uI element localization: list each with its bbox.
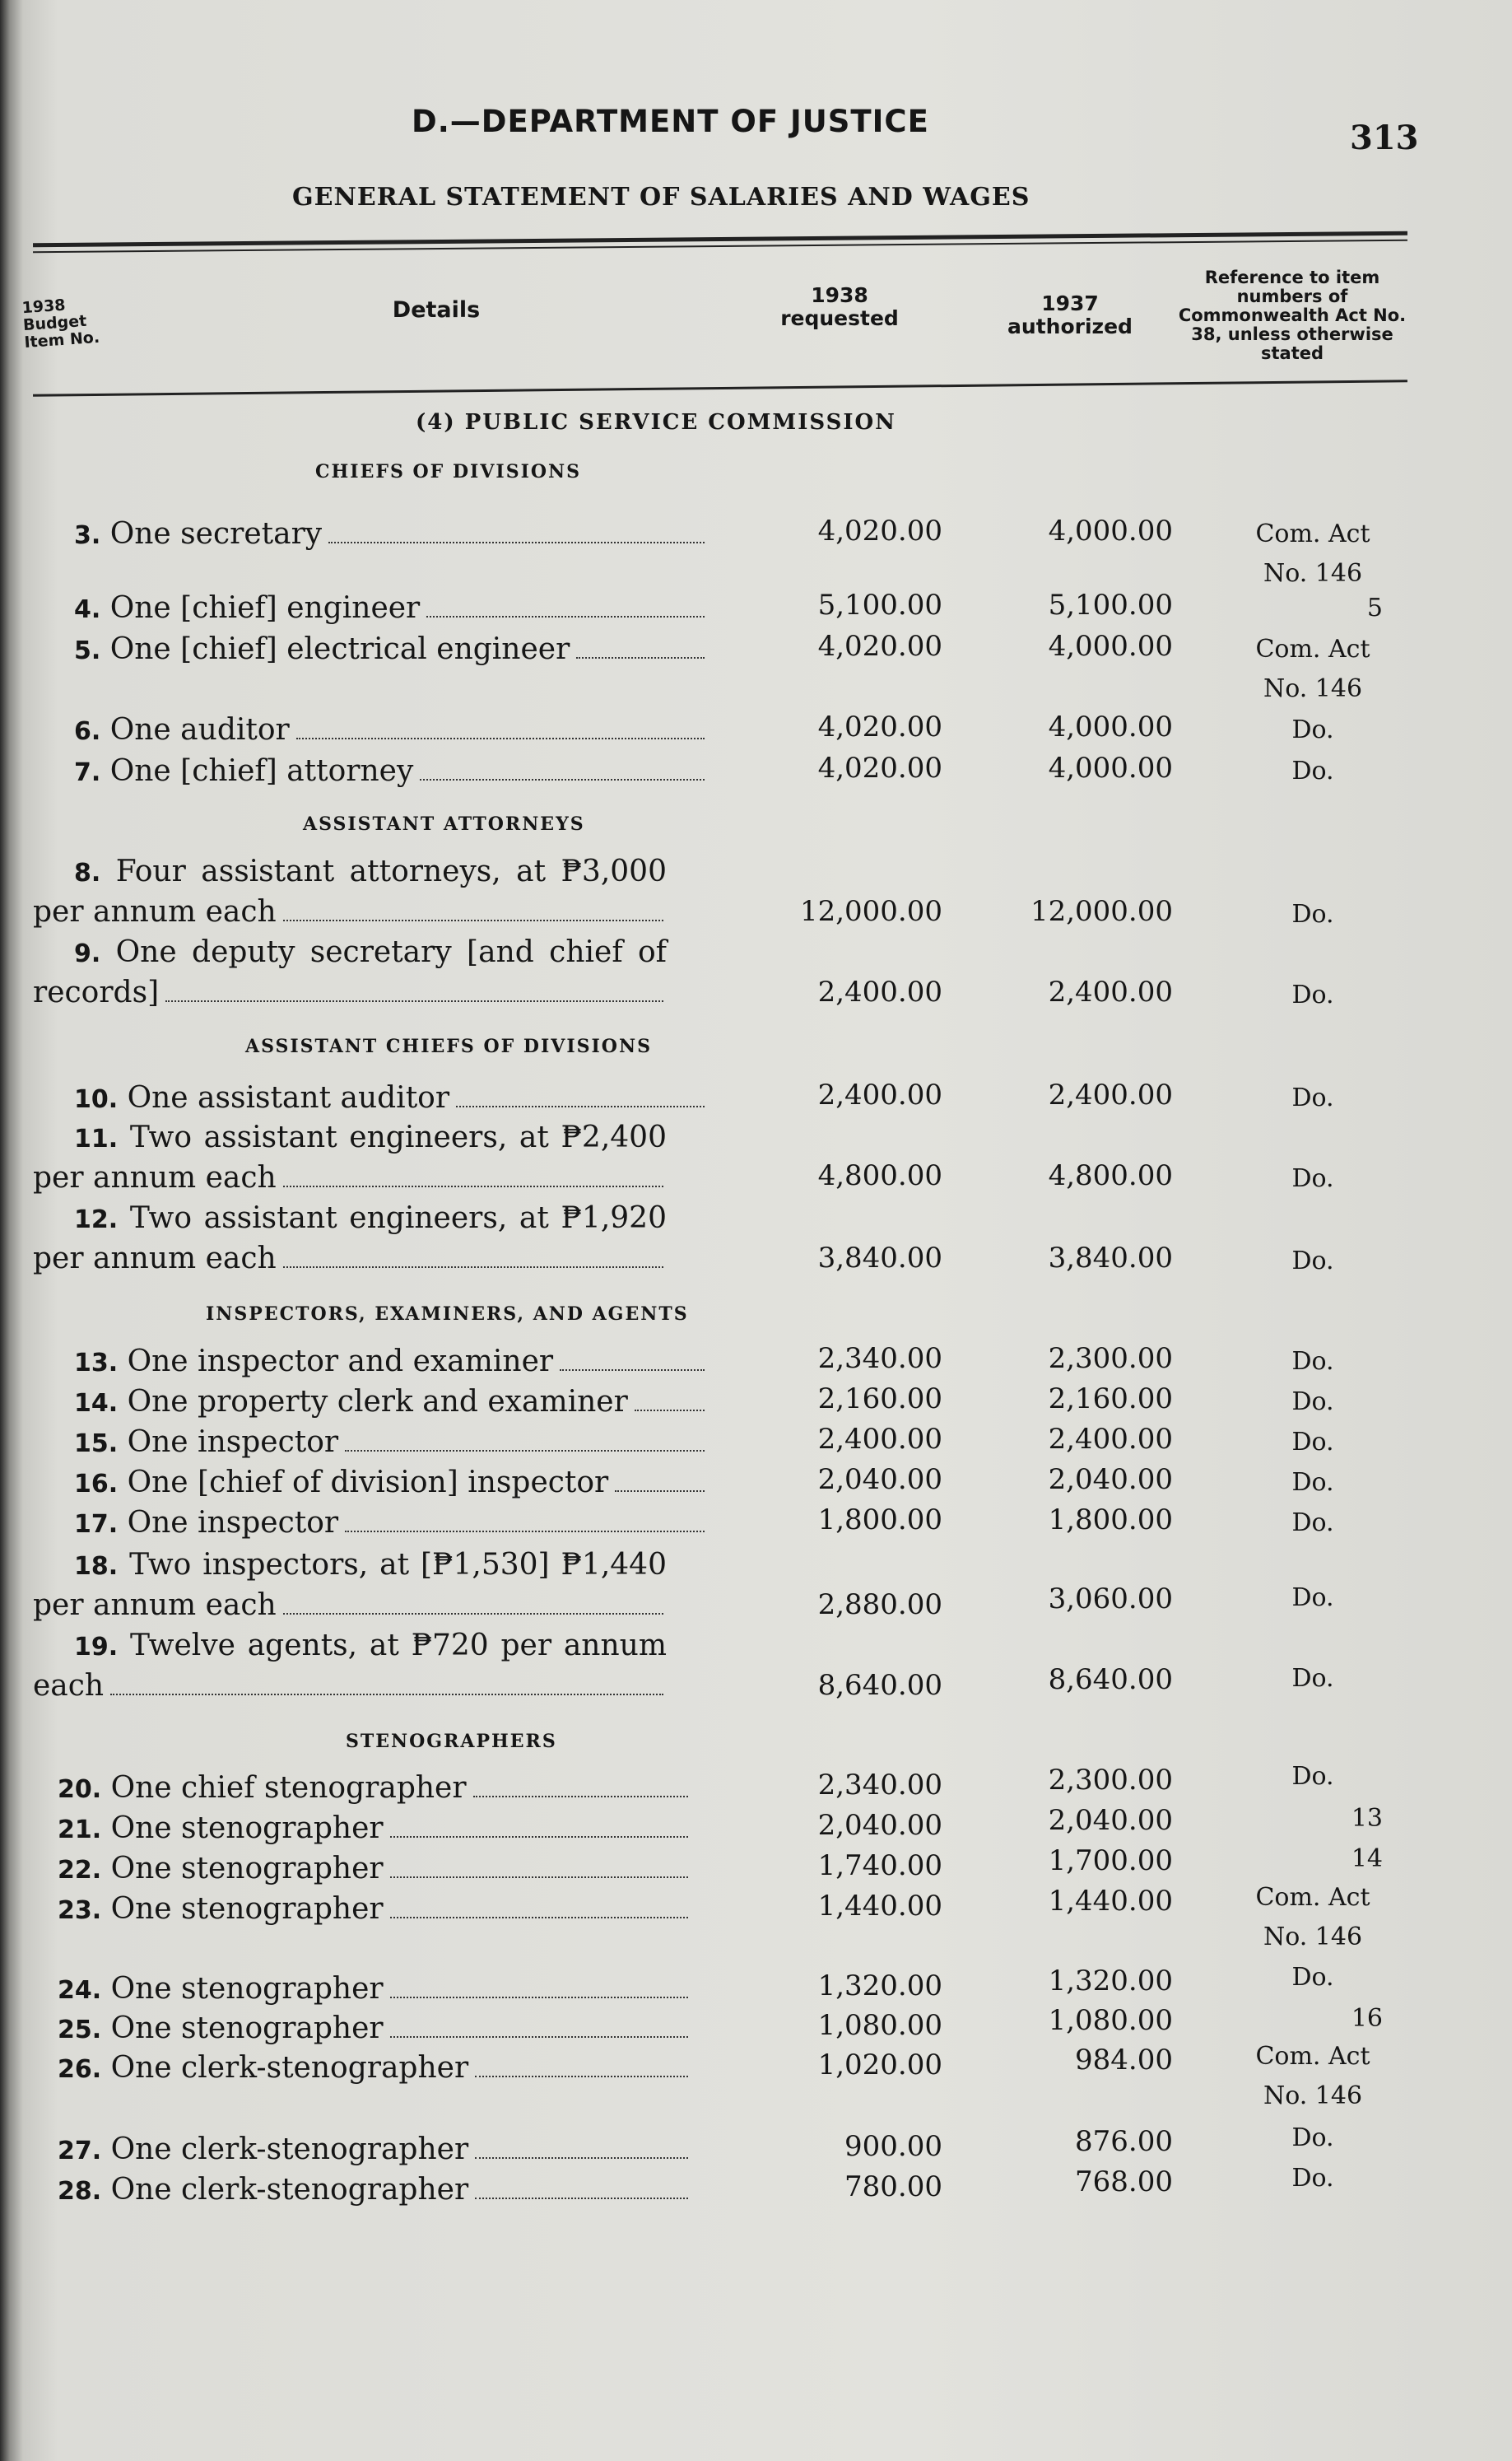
table-row: 15. One inspector 2,400.00 2,400.00 Do. [0,1423,1512,1464]
group-title-assistant-chiefs: ASSISTANT CHIEFS OF DIVISIONS [245,1036,652,1057]
table-row: 24. One stenographer 1,320.00 1,320.00 Do. [0,1969,1512,2011]
table-row: 17. One inspector 1,800.00 1,800.00 Do. [0,1503,1512,1545]
column-header-details: Details [392,297,481,323]
row-details-continued: per annum each [33,1241,277,1275]
row-reference: Com. Act No. 146 [1255,2042,1370,2110]
row-authorized: 2,400.00 [1048,1079,1173,1112]
row-authorized: 876.00 [1075,2125,1173,2158]
row-requested: 2,040.00 [817,1809,942,1842]
row-details: One stenographer [110,1811,384,1845]
row-requested: 2,340.00 [817,1342,942,1375]
row-reference: Do. [1291,1762,1334,1791]
row-reference: Do. [1291,2123,1334,2152]
row-reference: Do. [1291,757,1334,785]
row-details: One clerk-stenographer [110,2173,469,2207]
table-row: 8. Four assistant attorneys, at ₱3,000 per annum each 12,000.00 12,000.00 Do. [0,852,1512,893]
table-row: 21. One stenographer 2,040.00 2,040.00 13 [0,1809,1512,1850]
table-row: 4. One [chief] engineer 5,100.00 5,100.00 5 [0,589,1512,630]
row-authorized: 768.00 [1075,2165,1173,2198]
row-requested: 2,160.00 [817,1382,942,1415]
row-authorized: 4,800.00 [1048,1159,1173,1192]
table-row: 28. One clerk-stenographer 780.00 768.00 Do. [0,2170,1512,2212]
row-authorized: 2,040.00 [1048,1804,1173,1837]
section-title: (4) PUBLIC SERVICE COMMISSION [416,410,896,435]
row-authorized: 1,700.00 [1048,1844,1173,1877]
row-details-continued: records] [33,975,160,1009]
table-row: 20. One chief stenographer 2,340.00 2,300.00 Do. [0,1769,1512,1810]
row-requested: 2,880.00 [817,1588,942,1621]
row-requested: 900.00 [844,2130,942,2163]
table-row: 6. One auditor 4,020.00 4,000.00 Do. [0,711,1512,752]
row-authorized: 4,000.00 [1048,630,1173,663]
row-details: One clerk-stenographer [110,2132,469,2166]
group-title-chiefs: CHIEFS OF DIVISIONS [315,461,582,482]
row-details: Two inspectors, at [₱1,530] ₱1,440 [129,1548,667,1582]
row-details: One chief stenographer [110,1771,467,1805]
table-row: 11. Two assistant engineers, at ₱2,400 per annum each 4,800.00 4,800.00 Do. [0,1118,1512,1159]
row-details: One inspector [127,1506,339,1540]
row-authorized: 3,060.00 [1048,1582,1173,1615]
row-authorized: 2,300.00 [1048,1342,1173,1375]
row-authorized: 5,100.00 [1048,589,1173,622]
row-requested: 4,020.00 [817,752,942,785]
row-requested: 4,020.00 [817,515,942,548]
row-authorized: 4,000.00 [1048,752,1173,785]
row-reference: Do. [1291,1428,1334,1457]
row-details: One property clerk and examiner [127,1385,628,1419]
row-reference: Do. [1291,981,1334,1009]
table-row: 10. One assistant auditor 2,400.00 2,400.00 Do. [0,1079,1512,1120]
row-authorized: 8,640.00 [1048,1663,1173,1696]
row-requested: 1,320.00 [817,1969,942,2002]
row-reference: 13 [1351,1804,1383,1833]
row-requested: 2,400.00 [817,1079,942,1112]
row-reference: Do. [1291,1664,1334,1693]
row-reference: Com. Act No. 146 [1255,520,1370,588]
row-reference: Do. [1291,2164,1334,2193]
group-title-assistant-attorneys: ASSISTANT ATTORNEYS [303,813,585,835]
row-authorized: 2,400.00 [1048,1423,1173,1456]
table-row: 9. One deputy secretary [and chief of records] 2,400.00 2,400.00 Do. [0,933,1512,974]
row-reference: 5 [1366,594,1383,622]
group-title-stenographers: STENOGRAPHERS [346,1731,557,1752]
row-reference: 14 [1351,1844,1383,1873]
row-details: One inspector [127,1425,339,1459]
row-details-continued: per annum each [33,894,277,929]
row-requested: 4,020.00 [817,630,942,663]
table-row: 12. Two assistant engineers, at ₱1,920 per annum each 3,840.00 3,840.00 Do. [0,1199,1512,1240]
row-authorized: 2,300.00 [1048,1764,1173,1797]
table-row: 7. One [chief] attorney 4,020.00 4,000.00 Do. [0,752,1512,793]
row-details: Two assistant engineers, at ₱2,400 [129,1121,667,1154]
row-details-continued: per annum each [33,1160,277,1195]
row-details: One assistant auditor [127,1081,450,1115]
row-requested: 1,800.00 [817,1503,942,1536]
row-authorized: 4,000.00 [1048,711,1173,743]
row-details: One [chief] attorney [109,754,414,788]
row-requested: 2,400.00 [817,1423,942,1456]
row-reference: Do. [1291,715,1334,744]
row-requested: 2,400.00 [817,976,942,1009]
row-details: One stenographer [110,1852,384,1885]
row-details: One [chief] electrical engineer [109,632,570,666]
row-details: Four assistant attorneys, at ₱3,000 [115,855,667,888]
group-title-inspectors: INSPECTORS, EXAMINERS, AND AGENTS [206,1303,689,1325]
table-row: 3. One secretary 4,020.00 4,000.00 Com. Act No. 146 [0,515,1512,556]
table-row: 18. Two inspectors, at [₱1,530] ₱1,440 per annum each 2,880.00 3,060.00 Do. [0,1545,1512,1587]
row-reference: Do. [1291,1468,1334,1497]
row-details: One stenographer [110,1972,384,2006]
row-requested: 2,040.00 [817,1463,942,1496]
row-authorized: 12,000.00 [1030,895,1173,928]
row-requested: 12,000.00 [799,895,942,928]
table-row: 13. One inspector and examiner 2,340.00 2,300.00 Do. [0,1342,1512,1383]
row-reference: Do. [1291,1387,1334,1416]
row-details: One stenographer [110,2011,384,2045]
row-details: Twelve agents, at ₱720 per annum [129,1629,667,1662]
table-row: 26. One clerk-stenographer 1,020.00 984.00 Com. Act No. 146 [0,2049,1512,2090]
row-details: One inspector and examiner [127,1345,554,1378]
row-requested: 3,840.00 [817,1242,942,1275]
row-details: One clerk-stenographer [110,2051,469,2085]
column-header-authorized: 1937 authorized [1007,291,1133,338]
row-authorized: 3,840.00 [1048,1242,1173,1275]
row-details: One stenographer [110,1892,384,1926]
row-authorized: 1,080.00 [1048,2004,1173,2037]
row-reference: Do. [1291,900,1334,929]
header-rule-bottom [33,380,1407,396]
row-details: One [chief of division] inspector [127,1466,609,1499]
row-reference: Do. [1291,1084,1334,1112]
row-requested: 780.00 [844,2170,942,2203]
row-details: One auditor [109,713,290,747]
row-details: Two assistant engineers, at ₱1,920 [129,1201,667,1235]
row-requested: 2,340.00 [817,1769,942,1801]
row-authorized: 1,440.00 [1048,1885,1173,1918]
row-reference: 16 [1351,2004,1383,2033]
row-requested: 1,440.00 [817,1890,942,1923]
row-authorized: 2,160.00 [1048,1382,1173,1415]
row-details: One secretary [109,517,323,551]
table-row: 23. One stenographer 1,440.00 1,440.00 Com. Act No. 146 [0,1890,1512,1931]
row-requested: 4,800.00 [817,1159,942,1192]
row-details-continued: each [33,1668,105,1703]
row-requested: 8,640.00 [817,1669,942,1702]
row-reference: Do. [1291,1508,1334,1537]
table-row: 19. Twelve agents, at ₱720 per annum each 8,640.00 8,640.00 Do. [0,1626,1512,1667]
column-header-item: 1938 Budget Item No. [21,296,100,352]
row-authorized: 984.00 [1075,2044,1173,2076]
row-reference: Do. [1291,1347,1334,1376]
row-authorized: 1,800.00 [1048,1503,1173,1536]
row-reference: Com. Act No. 146 [1255,1883,1370,1951]
row-details: One deputy secretary [and chief of [115,935,668,969]
row-requested: 4,020.00 [817,711,942,743]
table-row: 25. One stenographer 1,080.00 1,080.00 16 [0,2009,1512,2050]
row-reference: Do. [1291,1963,1334,1992]
row-requested: 5,100.00 [817,589,942,622]
row-authorized: 2,040.00 [1048,1463,1173,1496]
page-number: 313 [1350,119,1419,157]
department-title: D.—DEPARTMENT OF JUSTICE [412,104,929,139]
table-row: 5. One [chief] electrical engineer 4,020.00 4,000.00 Com. Act No. 146 [0,630,1512,671]
row-reference: Do. [1291,1164,1334,1193]
page-subtitle: GENERAL STATEMENT OF SALARIES AND WAGES [292,183,1030,212]
row-authorized: 1,320.00 [1048,1965,1173,1997]
table-row: 27. One clerk-stenographer 900.00 876.00 Do. [0,2130,1512,2171]
column-header-requested: 1938 requested [780,283,899,330]
table-row: 22. One stenographer 1,740.00 1,700.00 14 [0,1849,1512,1890]
row-details-continued: per annum each [33,1587,277,1622]
row-reference: Do. [1291,1247,1334,1275]
row-reference: Do. [1291,1583,1334,1612]
row-authorized: 2,400.00 [1048,976,1173,1009]
row-details: One [chief] engineer [109,591,421,625]
row-requested: 1,020.00 [817,2049,942,2081]
column-header-reference: Reference to item numbers of Commonwealth Act No. 38, unless otherwise stated [1178,268,1407,364]
row-reference: Com. Act No. 146 [1255,635,1370,703]
table-row: 16. One [chief of division] inspector 2,040.00 2,040.00 Do. [0,1463,1512,1504]
row-requested: 1,740.00 [817,1849,942,1882]
row-authorized: 4,000.00 [1048,515,1173,548]
table-row: 14. One property clerk and examiner 2,160.00 2,160.00 Do. [0,1382,1512,1424]
row-requested: 1,080.00 [817,2009,942,2042]
